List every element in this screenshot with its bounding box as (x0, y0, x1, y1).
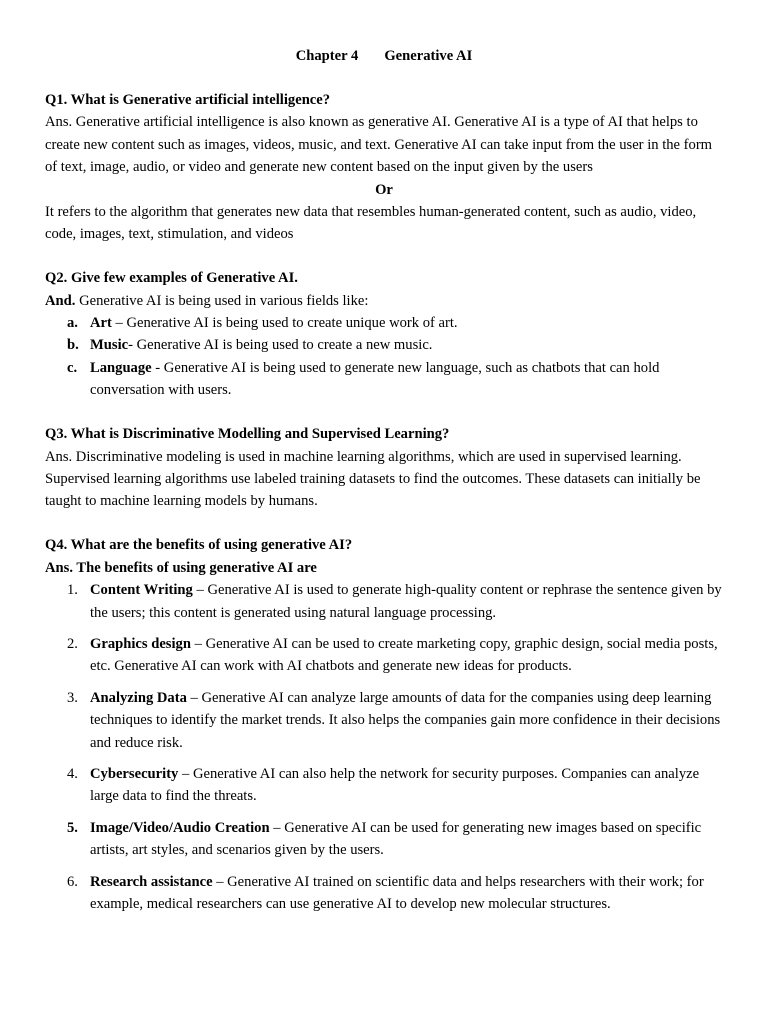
list-item (45, 357, 723, 402)
item-term: Art (90, 315, 112, 332)
q2-answer-prefix: And. (45, 292, 76, 309)
document-page (45, 45, 723, 924)
list-marker: 2. (67, 635, 78, 652)
q2-answer-text: Generative AI is being used in various fields like: (75, 292, 369, 309)
q3-answer: Ans. Discriminative modeling is used in machine learning algorithms, which are used in supervised learning. Supervised learning algorithms use labeled training datasets to find the outcomes. These datasets can initially be taught to machine learning models by humans. (45, 448, 701, 510)
list-marker: 1. (67, 582, 78, 599)
item-term: Analyzing Data (90, 689, 187, 706)
item-text: - Generative AI is being used to create a new music. (128, 337, 433, 354)
item-term: Cybersecurity (90, 765, 179, 782)
list-item (45, 871, 723, 916)
item-text: – Generative AI is being used to create unique work of art. (111, 315, 458, 332)
chapter-topic: Generative AI (384, 48, 473, 64)
item-text: – Generative AI is used to generate high-quality content or rephrase the sentence given by the users; this content is generated using natural language processing. (90, 582, 722, 621)
chapter-title (45, 45, 723, 67)
q1-alt-answer: It refers to the algorithm that generates new data that resembles human-generated content, such as audio, video, code, images, text, stimulation, and videos (45, 203, 697, 243)
list-marker: 4. (67, 765, 78, 782)
q2-question: Q2. Give few examples of Generative AI. (45, 270, 298, 287)
list-marker: c. (67, 359, 78, 376)
list-marker: b. (67, 337, 79, 354)
item-term: Music (90, 337, 129, 354)
item-term: Content Writing (90, 582, 193, 599)
item-term: Research assistance (90, 873, 213, 890)
item-text: – Generative AI can be used to create marketing copy, graphic design, social media posts, etc. Generative AI can work with AI chatbots and generate new ideas for products. (90, 635, 718, 675)
q1-question: Q1. What is Generative artificial intelligence? (45, 91, 331, 108)
item-text: – Generative AI can also help the network for security purposes. Companies can analyze large data to find the threats. (90, 765, 700, 805)
q4-question: Q4. What are the benefits of using generative AI? (45, 537, 353, 554)
q3-question: Q3. What is Discriminative Modelling and Supervised Learning? (45, 426, 450, 443)
item-term: Language (90, 359, 152, 376)
q1-answer: Ans. Generative artificial intelligence is also known as generative AI. Generative AI is a type of AI that helps to create new content such as images, videos, music, and text. Generative AI can take input from the user in the form of text, image, audio, or video and generate new content based on the input given by the users (45, 114, 713, 176)
list-item (45, 633, 723, 678)
item-term: Image/Video/Audio Creation (90, 819, 270, 836)
q4-answer-heading: Ans. The benefits of using generative AI are (45, 559, 317, 576)
list-item (45, 312, 723, 334)
item-text: – Generative AI can analyze large amounts of data for the companies using deep learning techniques to identify the market trends. It also helps the companies gain more confidence in their decisions and reduce risk. (90, 689, 721, 751)
list-item (45, 687, 723, 754)
q2-examples-list (45, 312, 723, 402)
list-marker: a. (67, 315, 78, 332)
list-item (45, 763, 723, 808)
item-text: – Generative AI can be used for generating new images based on specific artists, art styles, and scenarios given by the users. (90, 819, 702, 859)
list-marker: 3. (67, 689, 78, 706)
q2-answer (45, 290, 723, 312)
item-text: - Generative AI is being used to generate new language, such as chatbots that can hold conversation with users. (90, 359, 660, 399)
list-item (45, 817, 723, 862)
q4-benefits-list (45, 579, 723, 915)
list-item (45, 334, 723, 356)
list-marker: 5. (67, 819, 78, 836)
q1-or: Or (375, 181, 393, 198)
list-item (45, 579, 723, 624)
item-text: – Generative AI trained on scientific data and helps researchers with their work; for example, medical researchers can use generative AI to develop new molecular structures. (90, 873, 704, 912)
item-term: Graphics design (90, 635, 191, 652)
chapter-number: Chapter 4 (295, 48, 359, 64)
list-marker: 6. (67, 873, 78, 890)
